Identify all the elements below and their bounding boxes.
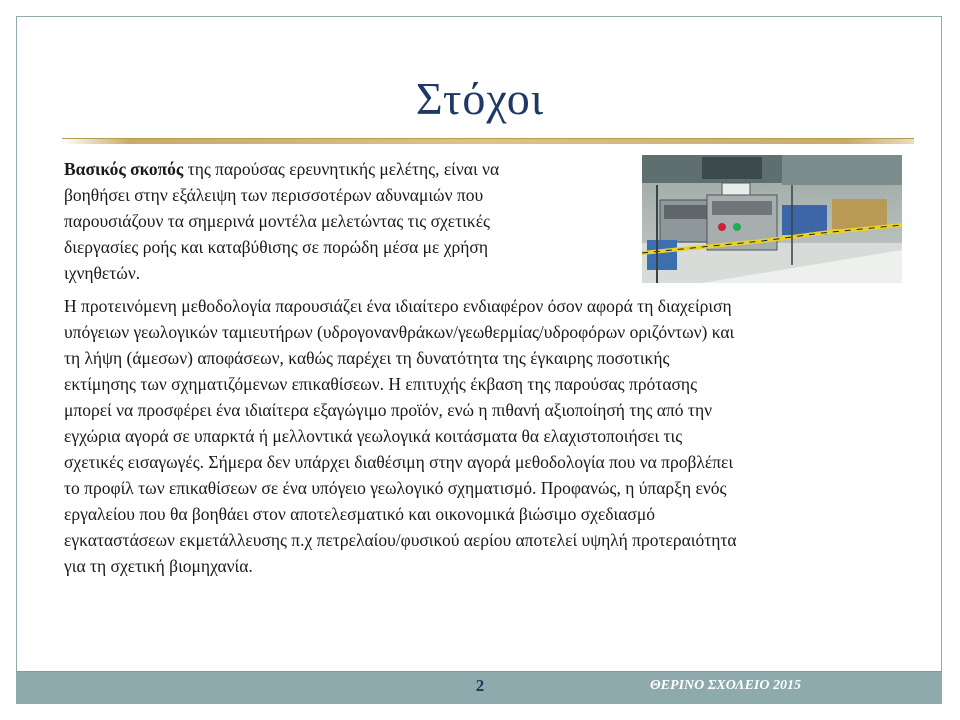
lab-equipment-photo: [642, 155, 902, 283]
page-number: 2: [475, 676, 485, 695]
para2-line: εγχώρια αγορά σε υπαρκτά ή μελλοντικά γεωλογικά κοιτάσματα θα ελαχιστοποιήσει τις: [64, 426, 683, 446]
lab-photo-illustration: [642, 155, 902, 283]
main-goal-paragraph: [64, 156, 624, 286]
methodology-paragraph: [64, 293, 896, 579]
para2-line: μπορεί να προσφέρει ένα ιδιαίτερα εξαγώγιμο προϊόν, ενώ η πιθανή αξιοποίησή της από την: [64, 400, 713, 420]
para2-line: εργαλείου που θα βοηθάει στον αποτελεσματικό και οικονομικά βιώσιμο σχεδιασμό: [64, 504, 655, 524]
para2-line: για τη σχετική βιομηχανία.: [64, 556, 253, 576]
para2-line: τη λήψη (άμεσων) αποφάσεων, καθώς παρέχει τη δυνατότητα της έγκαιρης ποσοτικής: [64, 348, 670, 368]
para2-line: Η προτεινόμενη μεθοδολογία παρουσιάζει ένα ιδιαίτερο ενδιαφέρον όσον αφορά τη διαχείριση: [64, 296, 732, 316]
main-goal-bold-label: Βασικός σκοπός: [64, 159, 184, 179]
para2-line: σχετικές εισαγωγές. Σήμερα δεν υπάρχει διαθέσιμη στην αγορά μεθοδολογία που να προβλέπει: [64, 452, 734, 472]
para1-line: διεργασίες ροής και καταβύθισης σε πορώδη μέσα με χρήση: [64, 237, 488, 257]
para1-line: παρουσιάζουν τα σημερινά μοντέλα μελετώντας τις σχετικές: [64, 211, 490, 231]
para1-line: ιχνηθετών.: [64, 263, 141, 283]
para2-line: εκτίμησης των σχηματιζόμενων επικαθίσεων. Η επιτυχής έκβαση της παρούσας πρότασης: [64, 374, 698, 394]
slide-title: Στόχοι: [415, 73, 545, 124]
para1-line: της παρούσας ερευνητικής μελέτης, είναι να: [183, 159, 500, 179]
para2-line: υπόγειων γεωλογικών ταμιευτήρων (υδρογονανθράκων/γεωθερμίας/υδροφόρων οριζόντων) και: [64, 322, 735, 342]
footer-caption: ΘΕΡΙΝΟ ΣΧΟΛΕΙΟ 2015: [650, 678, 801, 693]
para2-line: εγκαταστάσεων εκμετάλλευσης π.χ πετρελαίου/φυσικού αερίου αποτελεί υψηλή προτεραιότητα: [64, 530, 737, 550]
para1-line: βοηθήσει στην εξάλειψη των περισσοτέρων αδυναμιών που: [64, 185, 484, 205]
title-divider: [62, 138, 914, 144]
para2-line: το προφίλ των επικαθίσεων σε ένα υπόγειο γεωλογικό σχηματισμό. Προφανώς, η ύπαρξη ενός: [64, 478, 727, 498]
